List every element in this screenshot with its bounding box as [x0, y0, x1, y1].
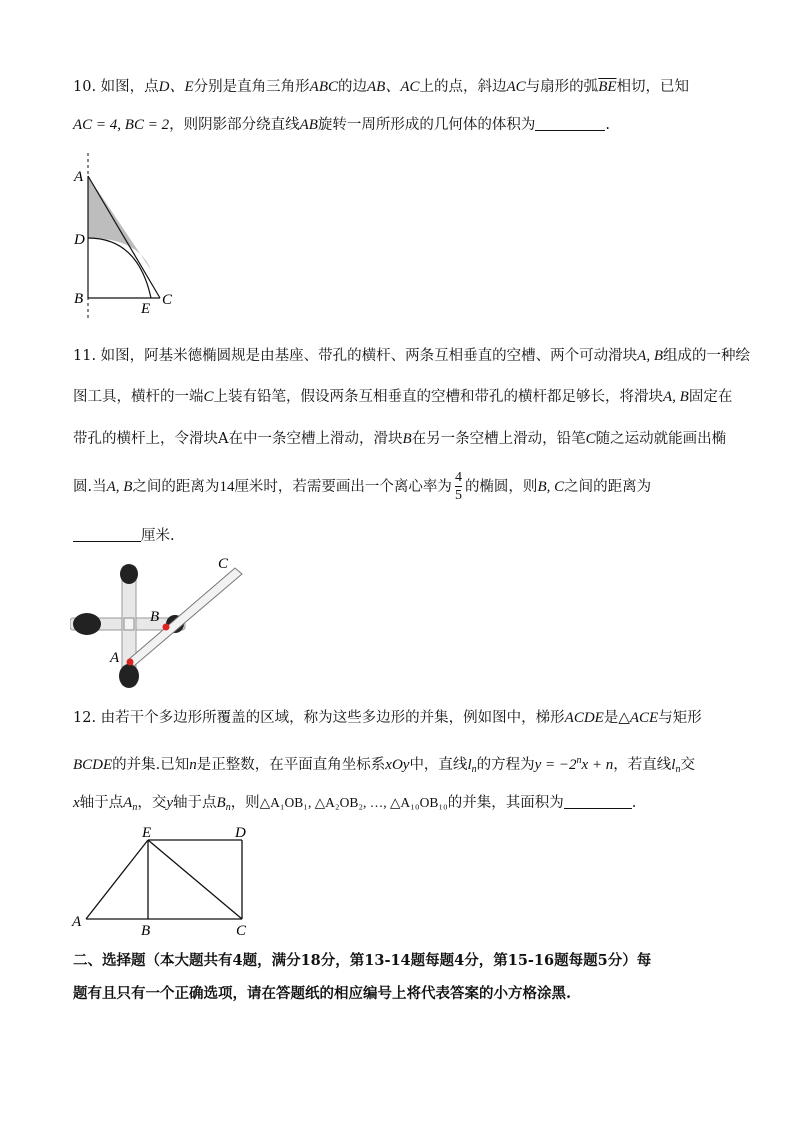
q11-answer-blank[interactable] [73, 527, 141, 542]
q11-line-5: 厘米. [73, 525, 175, 547]
slider-B [163, 624, 170, 631]
q10-line-1: 10. 如图，点D、E分别是直角三角形ABC的边AB、AC上的点，斜边AC与扇形的弧$\overline{BE}$相切，已知 [73, 79, 690, 95]
arc-DE [88, 238, 151, 298]
label-E: E [142, 825, 152, 841]
slider-A [127, 659, 134, 666]
label-A: A [74, 169, 84, 185]
q11-ellipsograph-photo [70, 552, 250, 692]
shaded-region [88, 176, 151, 270]
suction-cup-left [73, 613, 101, 635]
q11-line-1: 11. 如图，阿基米德椭圆规是由基座、带孔的横杆、两条互相垂直的空槽、两个可动滑块A, B组成的一种绘 [73, 348, 750, 364]
segment-AE [86, 840, 148, 919]
q12-line-3: x轴于点$A_n$，交y轴于点$B_n$，则△A₁OB₁, △A₂OB₂, …, △A₁₀OB₁₀的并集，其面积为 . [73, 795, 637, 813]
q10-answer-blank[interactable] [535, 116, 605, 131]
label-D: D [235, 825, 246, 841]
label-B: B [141, 923, 151, 939]
q11-line-3: 带孔的横杆上，令滑块A在中一条空槽上滑动，滑块B在另一条空槽上滑动，铅笔C随之运动就能画出椭 [73, 431, 727, 447]
segment-EC [148, 840, 242, 919]
crossbar [128, 568, 242, 666]
label-C: C [162, 292, 173, 308]
section-2-heading-line-2: 题有且只有一个正确选项，请在答题纸的相应编号上将代表答案的小方格涂黑. [73, 985, 572, 1002]
q12-line-2: BCDE的并集.已知n是正整数，在平面直角坐标系xOy中，直线$l_n$的方程为$y = -2^nx + n$，若直线$l_n$交 [73, 755, 695, 775]
section-2-heading-line-1: 二、选择题（本大题共有4题，满分18分，第13-14题每题4分，第15-16题每题5分）每 [73, 952, 652, 969]
q12-answer-blank[interactable] [564, 794, 632, 809]
suction-cup-top [120, 564, 138, 584]
suction-cup-bottom [119, 664, 139, 688]
q11-line-2: 图工具，横杆的一端C上装有铅笔，假设两条互相垂直的空槽和带孔的横杆都足够长，将滑块A, B固定在 [73, 389, 733, 405]
q11-line-4: 圆.当A, B之间的距离为14厘米时，若需要画出一个离心率为 $\frac{4}{5}$ 的椭圆，则B, C之间的距离为 [73, 470, 652, 503]
q10-figure [68, 150, 188, 320]
slot-intersection [124, 618, 134, 630]
q12-line-1: 12. 由若干个多边形所覆盖的区域，称为这些多边形的并集，例如图中，梯形ACDE是△ACE与矩形 [73, 710, 702, 726]
label-C: C [218, 556, 229, 572]
fraction-4-5: $\frac{4}{5}$ [454, 470, 462, 503]
label-D: D [74, 232, 85, 248]
label-E: E [141, 301, 151, 317]
q10-line-2: AC = 4, BC = 2，则阴影部分绕直线AB旋转一周所形成的几何体的体积为 . [73, 117, 611, 133]
label-B: B [74, 291, 84, 307]
label-A: A [72, 914, 82, 930]
label-A: A [110, 650, 120, 666]
q12-figure [68, 822, 258, 940]
label-B: B [150, 609, 160, 625]
label-C: C [236, 923, 247, 939]
